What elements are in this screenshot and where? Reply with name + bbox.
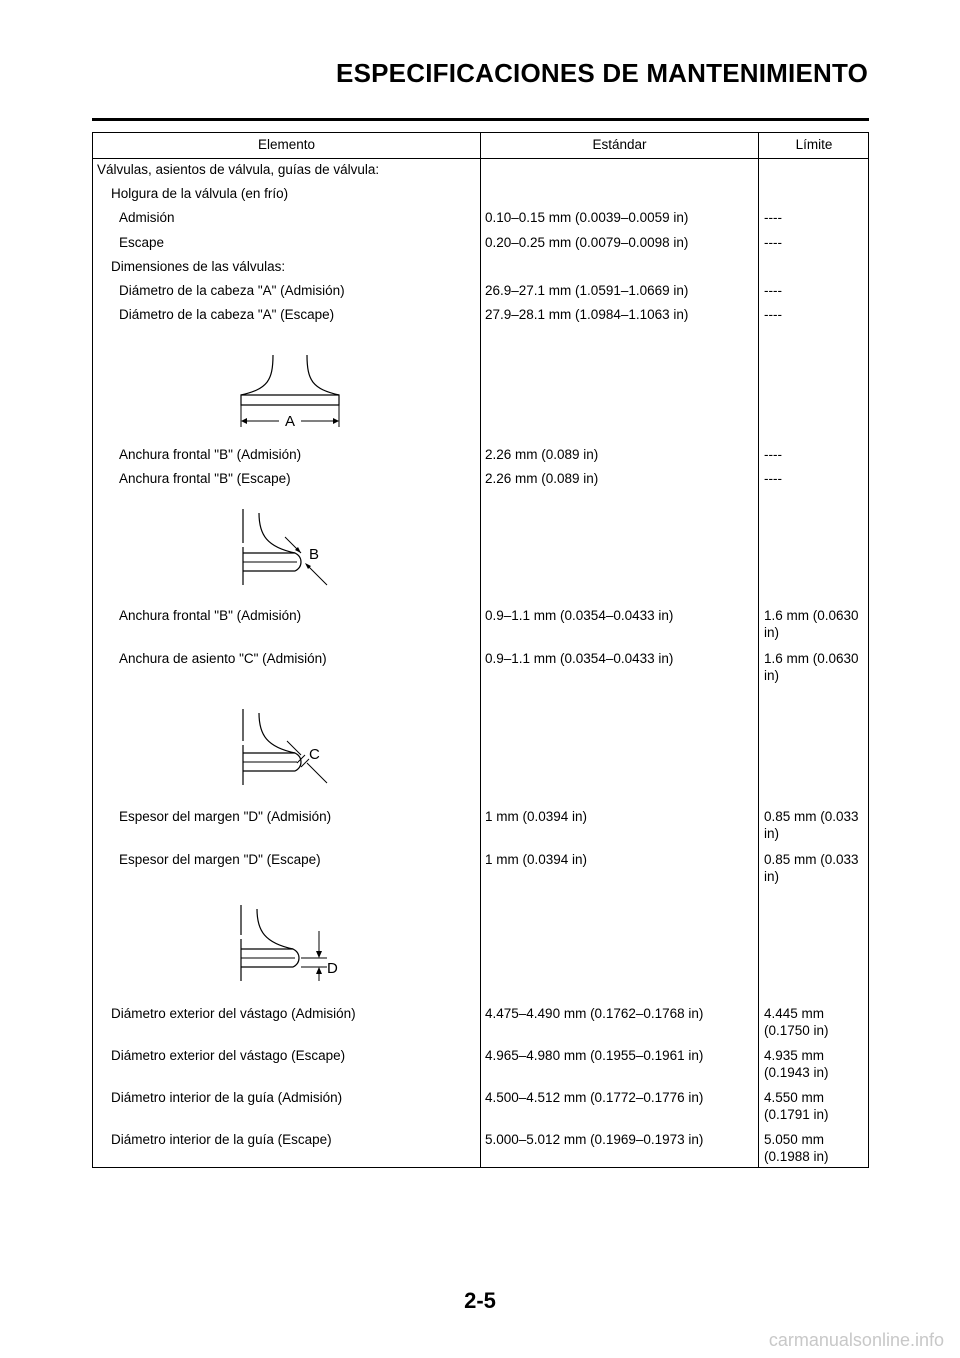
table-row-elemento: Válvulas, asientos de válvula, guías de válvula: bbox=[97, 162, 380, 177]
table-row-limite: ---- bbox=[764, 235, 782, 250]
table-row-estandar: 4.500–4.512 mm (0.1772–0.1776 in) bbox=[485, 1090, 704, 1105]
table-row-estandar: 5.000–5.012 mm (0.1969–0.1973 in) bbox=[485, 1132, 704, 1147]
table-row-estandar: 1 mm (0.0394 in) bbox=[485, 852, 588, 867]
valve-head-diameter-diagram bbox=[233, 351, 353, 431]
table-row-estandar: 0.9–1.1 mm (0.0354–0.0433 in) bbox=[485, 651, 674, 666]
table-row-elemento: Anchura frontal "B" (Admisión) bbox=[119, 608, 302, 623]
column-header-elemento: Elemento bbox=[257, 137, 316, 152]
page-title: ESPECIFICACIONES DE MANTENIMIENTO bbox=[336, 58, 868, 88]
table-row-elemento: Diámetro interior de la guía (Admisión) bbox=[111, 1090, 343, 1105]
table-row-limite: 5.050 mm (0.1988 in) bbox=[764, 1132, 829, 1164]
table-row-estandar: 0.9–1.1 mm (0.0354–0.0433 in) bbox=[485, 608, 674, 623]
dimension-label-d: D bbox=[327, 960, 338, 977]
table-row-elemento: Anchura frontal "B" (Admisión) bbox=[119, 447, 302, 462]
valve-face-width-diagram bbox=[239, 505, 339, 587]
table-row-limite: ---- bbox=[764, 307, 782, 322]
table-row-limite: ---- bbox=[764, 447, 782, 462]
table-row-elemento: Admisión bbox=[119, 210, 175, 225]
page-number: 2-5 bbox=[464, 1288, 496, 1313]
table-row-limite: 0.85 mm (0.033 in) bbox=[764, 809, 859, 841]
table-row-estandar: 4.475–4.490 mm (0.1762–0.1768 in) bbox=[485, 1006, 704, 1021]
table-row-limite: ---- bbox=[764, 210, 782, 225]
watermark: carmanualsonline.info bbox=[768, 1330, 944, 1350]
dimension-label-c: C bbox=[309, 746, 320, 763]
table-row-limite: ---- bbox=[764, 283, 782, 298]
table-row-estandar: 27.9–28.1 mm (1.0984–1.1063 in) bbox=[485, 307, 689, 322]
table-row-elemento: Diámetro de la cabeza "A" (Escape) bbox=[119, 307, 335, 322]
dimension-label-b: B bbox=[309, 546, 320, 563]
table-row-elemento: Diámetro exterior del vástago (Escape) bbox=[111, 1048, 346, 1063]
table-row-estandar: 0.10–0.15 mm (0.0039–0.0059 in) bbox=[485, 210, 689, 225]
column-divider bbox=[758, 133, 759, 1167]
table-row-elemento: Holgura de la válvula (en frío) bbox=[111, 186, 289, 201]
table-row-limite: 4.550 mm (0.1791 in) bbox=[764, 1090, 829, 1122]
table-row-elemento: Anchura de asiento "C" (Admisión) bbox=[119, 651, 327, 666]
table-row-estandar: 1 mm (0.0394 in) bbox=[485, 809, 588, 824]
table-row-elemento: Escape bbox=[119, 235, 165, 250]
column-divider bbox=[480, 133, 481, 1167]
table-row-elemento: Dimensiones de las válvulas: bbox=[111, 259, 286, 274]
spec-table bbox=[92, 132, 869, 1168]
table-row-limite: 4.445 mm (0.1750 in) bbox=[764, 1006, 829, 1038]
table-row-elemento: Diámetro exterior del vástago (Admisión) bbox=[111, 1006, 356, 1021]
table-row-limite: 1.6 mm (0.0630 in) bbox=[764, 651, 859, 683]
table-row-elemento: Espesor del margen "D" (Admisión) bbox=[119, 809, 332, 824]
table-row-limite: 4.935 mm (0.1943 in) bbox=[764, 1048, 829, 1080]
valve-margin-thickness-diagram bbox=[235, 901, 345, 983]
table-row-estandar: 4.965–4.980 mm (0.1955–0.1961 in) bbox=[485, 1048, 704, 1063]
valve-seat-width-diagram bbox=[239, 705, 339, 787]
column-header-limite: Límite bbox=[795, 137, 833, 152]
table-row-limite: 1.6 mm (0.0630 in) bbox=[764, 608, 859, 640]
table-row-estandar: 2.26 mm (0.089 in) bbox=[485, 447, 599, 462]
table-row-elemento: Diámetro de la cabeza "A" (Admisión) bbox=[119, 283, 345, 298]
table-row-elemento: Espesor del margen "D" (Escape) bbox=[119, 852, 321, 867]
table-row-estandar: 0.20–0.25 mm (0.0079–0.0098 in) bbox=[485, 235, 689, 250]
table-row-limite: 0.85 mm (0.033 in) bbox=[764, 852, 859, 884]
table-row-estandar: 2.26 mm (0.089 in) bbox=[485, 471, 599, 486]
table-row-elemento: Anchura frontal "B" (Escape) bbox=[119, 471, 291, 486]
table-row-limite: ---- bbox=[764, 471, 782, 486]
header-divider bbox=[93, 158, 868, 159]
dimension-label-a: A bbox=[284, 413, 296, 430]
table-row-estandar: 26.9–27.1 mm (1.0591–1.0669 in) bbox=[485, 283, 689, 298]
column-header-estandar: Estándar bbox=[592, 137, 647, 152]
table-row-elemento: Diámetro interior de la guía (Escape) bbox=[111, 1132, 332, 1147]
title-rule bbox=[92, 118, 869, 121]
